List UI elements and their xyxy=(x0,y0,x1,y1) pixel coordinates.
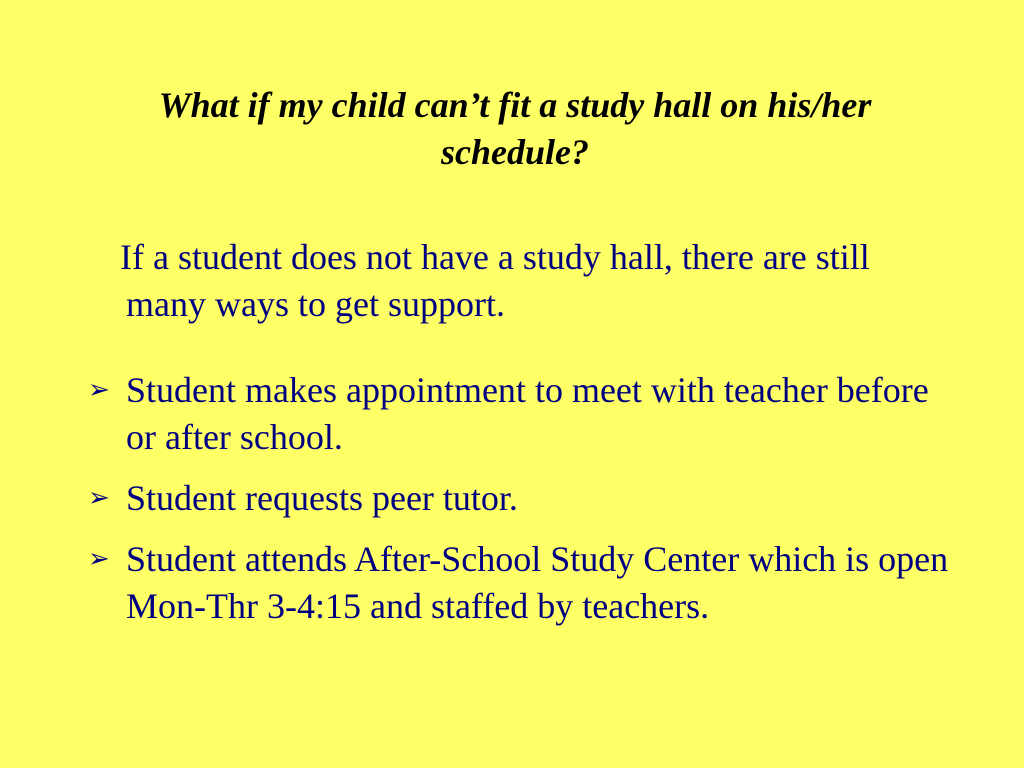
bullet-text: Student makes appointment to meet with teacher before or after school. xyxy=(126,370,929,457)
bullet-item-study-center xyxy=(88,536,958,630)
bullet-item-appointment xyxy=(88,367,958,461)
slide-title: What if my child can’t fit a study hall on his/her schedule? xyxy=(158,85,872,172)
arrow-bullet-icon: ➢ xyxy=(88,544,110,574)
bullet-text: Student attends After-School Study Center which is open Mon-Thr 3-4:15 and staffed by teachers. xyxy=(126,539,949,626)
bullet-item-peer-tutor xyxy=(88,475,958,522)
bullet-text: Student requests peer tutor. xyxy=(126,478,518,518)
arrow-bullet-icon: ➢ xyxy=(88,375,110,405)
arrow-bullet-icon: ➢ xyxy=(88,483,110,513)
intro-paragraph: If a student does not have a study hall, there are still many ways to get support. xyxy=(120,237,870,324)
bullet-list xyxy=(88,367,958,644)
